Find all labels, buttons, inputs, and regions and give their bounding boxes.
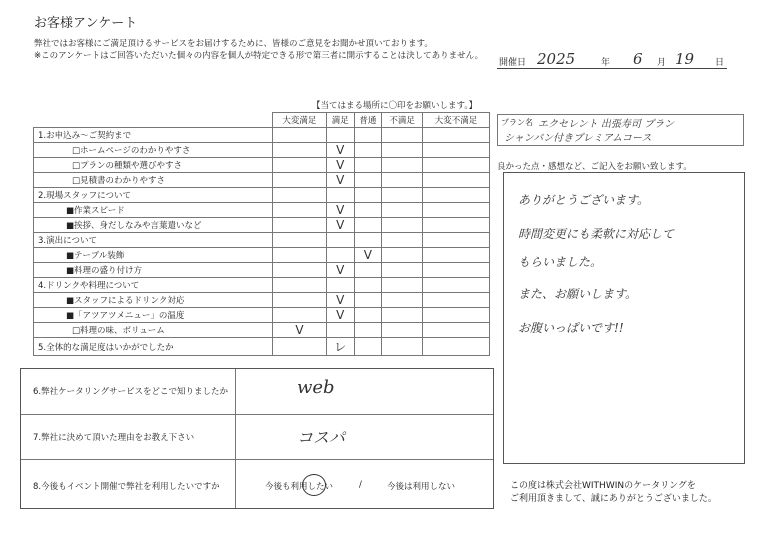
rating-cell xyxy=(273,293,327,308)
thanks-line: この度は株式会社WITHWINのケータリングを xyxy=(510,481,696,491)
rating-cell xyxy=(273,278,327,293)
comment-line: ありがとうございます。 xyxy=(518,193,650,207)
table-row xyxy=(34,248,490,263)
plan-text: エクセレント 出張寿司 プラン xyxy=(538,119,675,130)
row-label: ■テーブル装飾 xyxy=(34,248,273,263)
intro-line: ※このアンケートはご回答いただいた個々の内容を個人が特定できる形で第三者に開示することは決してありません。 xyxy=(34,51,484,61)
rating-cell: V xyxy=(354,248,382,263)
plan-label: プラン名 xyxy=(501,118,533,127)
rating-cell xyxy=(354,308,382,323)
day-unit: 日 xyxy=(715,58,725,68)
table-row xyxy=(34,293,490,308)
rating-cell xyxy=(354,143,382,158)
rating-cell: V xyxy=(326,143,354,158)
rating-cell: V xyxy=(326,308,354,323)
rating-cell xyxy=(423,203,490,218)
row-label: ■スタッフによるドリンク対応 xyxy=(34,293,273,308)
date-label: 開催日 xyxy=(499,58,527,68)
row-label: ■挨拶、身だしなみや言葉遣いなど xyxy=(34,218,273,233)
rating-cell xyxy=(354,278,382,293)
q7-question: 7.弊社に決めて頂いた理由をお教え下さい xyxy=(33,433,195,443)
rating-cell xyxy=(423,323,490,338)
table-row xyxy=(34,323,490,338)
q7-row xyxy=(21,415,493,460)
rating-cell xyxy=(273,158,327,173)
rating-cell xyxy=(382,188,423,203)
col-header: 大変不満足 xyxy=(423,113,490,128)
instruction: 【当てはまる場所に〇印をお願いします。】 xyxy=(312,101,478,111)
rating-cell xyxy=(273,218,327,233)
q8-row xyxy=(21,460,493,507)
rating-cell xyxy=(354,173,382,188)
row-label: 4.ドリンクや料理について xyxy=(34,278,273,293)
row-label: □料理の味、ボリューム xyxy=(34,323,273,338)
rating-cell xyxy=(273,173,327,188)
table-row xyxy=(34,338,490,356)
col-header: 普通 xyxy=(354,113,382,128)
row-label: 1.お申込み～ご契約まで xyxy=(34,128,273,143)
rating-cell: V xyxy=(326,158,354,173)
rating-cell xyxy=(326,278,354,293)
rating-cell xyxy=(382,143,423,158)
rating-cell xyxy=(326,188,354,203)
rating-cell xyxy=(423,218,490,233)
q8-option-no: 今後は利用しない xyxy=(387,482,456,492)
rating-cell xyxy=(382,263,423,278)
rating-cell xyxy=(423,278,490,293)
table-row xyxy=(34,188,490,203)
rating-cell xyxy=(423,293,490,308)
col-header: 不満足 xyxy=(382,113,423,128)
date-month: 6 xyxy=(633,50,643,68)
q6-question: 6.弊社ケータリングサービスをどこで知りましたか xyxy=(33,387,228,397)
rating-cell xyxy=(382,128,423,143)
row-label: □ホームページのわかりやすさ xyxy=(34,143,273,158)
table-row xyxy=(34,143,490,158)
header-blank xyxy=(34,113,273,128)
table-row xyxy=(34,263,490,278)
rating-cell xyxy=(382,173,423,188)
q8-separator: / xyxy=(359,480,362,490)
rating-cell xyxy=(382,293,423,308)
row-label: 3.演出について xyxy=(34,233,273,248)
row-label: 2.現場スタッフについて xyxy=(34,188,273,203)
rating-cell: V xyxy=(326,173,354,188)
rating-cell: V xyxy=(326,218,354,233)
col-header: 大変満足 xyxy=(273,113,327,128)
page-title: お客様アンケート xyxy=(34,16,138,31)
rating-cell xyxy=(273,143,327,158)
rating-cell xyxy=(273,263,327,278)
rating-cell xyxy=(382,203,423,218)
comment-line: 時間変更にも柔軟に対応して xyxy=(518,227,675,241)
rating-cell: V xyxy=(326,293,354,308)
table-row xyxy=(34,278,490,293)
selection-circle xyxy=(302,474,326,496)
rating-cell xyxy=(382,218,423,233)
row-label: 5.全体的な満足度はいかがでしたか xyxy=(34,338,273,356)
rating-cell xyxy=(423,143,490,158)
table-row xyxy=(34,308,490,323)
date-day: 19 xyxy=(675,50,695,68)
rating-cell xyxy=(354,128,382,143)
rating-cell xyxy=(273,188,327,203)
q7-answer: コスパ xyxy=(297,428,346,447)
date-field xyxy=(497,50,727,69)
q8-option-yes: 今後も利用したい xyxy=(265,482,334,492)
rating-cell xyxy=(273,338,327,356)
rating-cell xyxy=(354,218,382,233)
comment-line: また、お願いします。 xyxy=(518,287,638,301)
rating-cell xyxy=(273,248,327,263)
rating-cell xyxy=(354,323,382,338)
rating-cell xyxy=(354,338,382,356)
plan-box xyxy=(497,114,744,146)
rating-cell xyxy=(354,158,382,173)
row-label: ■「アツアツメニュー」の温度 xyxy=(34,308,273,323)
month-unit: 月 xyxy=(657,58,667,68)
comment-box xyxy=(503,172,745,464)
intro-text xyxy=(34,38,484,62)
rating-cell xyxy=(273,308,327,323)
rating-cell xyxy=(423,188,490,203)
rating-cell xyxy=(273,233,327,248)
rating-cell: V xyxy=(273,323,327,338)
intro-line: 弊社ではお客様にご満足頂けるサービスをお届けするために、皆様のご意見をお聞かせ頂いております。 xyxy=(34,39,433,49)
rating-cell xyxy=(423,233,490,248)
row-label: ■料理の盛り付け方 xyxy=(34,263,273,278)
row-label: □見積書のわかりやすさ xyxy=(34,173,273,188)
rating-cell xyxy=(423,158,490,173)
col-header: 満足 xyxy=(326,113,354,128)
rating-cell xyxy=(423,308,490,323)
rating-cell xyxy=(354,233,382,248)
row-label: □プランの種類や選びやすさ xyxy=(34,158,273,173)
table-row xyxy=(34,158,490,173)
comment-line: もらいました。 xyxy=(518,255,603,269)
rating-cell: V xyxy=(326,263,354,278)
row-label: ■作業スピード xyxy=(34,203,273,218)
rating-cell xyxy=(382,158,423,173)
thanks-message xyxy=(510,480,717,506)
table-row xyxy=(34,173,490,188)
rating-cell xyxy=(326,128,354,143)
comment-label: 良かった点・感想など、ご記入をお願い致します。 xyxy=(497,162,692,172)
comment-line: お腹いっぱいです!! xyxy=(518,321,624,335)
rating-cell xyxy=(354,188,382,203)
rating-cell xyxy=(354,293,382,308)
free-questions xyxy=(20,368,494,509)
q6-answer: web xyxy=(297,377,335,398)
q8-question: 8.今後もイベント開催で弊社を利用したいですか xyxy=(33,482,220,492)
rating-cell xyxy=(382,233,423,248)
rating-cell xyxy=(423,128,490,143)
rating-cell xyxy=(354,263,382,278)
rating-cell xyxy=(326,248,354,263)
q6-row xyxy=(21,369,493,415)
rating-table xyxy=(33,112,490,356)
year-unit: 年 xyxy=(601,58,611,68)
rating-cell xyxy=(423,173,490,188)
rating-cell xyxy=(326,233,354,248)
header-row xyxy=(34,113,490,128)
table-row xyxy=(34,233,490,248)
table-row xyxy=(34,128,490,143)
rating-cell xyxy=(326,323,354,338)
rating-cell: V xyxy=(326,203,354,218)
plan-text-2: シャンパン付きプレミアムコース xyxy=(504,133,652,144)
rating-cell: レ xyxy=(326,338,354,356)
rating-cell xyxy=(382,338,423,356)
date-year: 2025 xyxy=(537,50,576,68)
rating-cell xyxy=(382,248,423,263)
thanks-line: ご利用頂きまして、誠にありがとうございました。 xyxy=(510,494,717,504)
rating-cell xyxy=(382,278,423,293)
rating-cell xyxy=(382,308,423,323)
rating-cell xyxy=(273,128,327,143)
rating-cell xyxy=(423,338,490,356)
rating-cell xyxy=(273,203,327,218)
rating-cell xyxy=(423,248,490,263)
rating-cell xyxy=(354,203,382,218)
table-row xyxy=(34,218,490,233)
rating-cell xyxy=(423,263,490,278)
rating-cell xyxy=(382,323,423,338)
table-row xyxy=(34,203,490,218)
